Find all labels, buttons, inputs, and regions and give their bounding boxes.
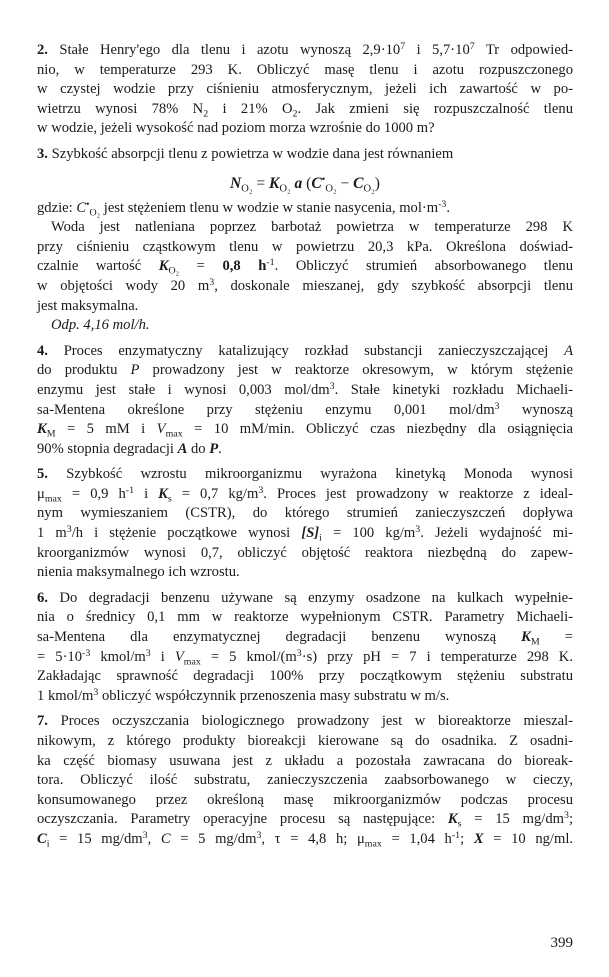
- text-run: μ: [37, 485, 45, 502]
- italic-text: C: [160, 830, 171, 847]
- text-run: . Proces jest prowadzony w reaktorze z ideal-: [263, 485, 573, 502]
- italic-text: V: [156, 421, 166, 438]
- bold-italic-symbol: P: [209, 440, 219, 457]
- text-run: nio, w temperaturze 293 K. Obliczyć masę tlenu i azotu rozpuszczonego: [37, 61, 573, 78]
- text-run: =: [539, 629, 573, 646]
- text-run: = 15 mg/dm: [461, 811, 564, 828]
- bold-text: 2.: [37, 42, 48, 58]
- text-run: jest stężeniem tlenu w wodzie w stanie nasycenia, mol·m: [100, 199, 439, 216]
- text-run: wietrzu wynosi 78% N: [37, 100, 204, 117]
- superscript: 3: [258, 484, 264, 496]
- subscript: max: [183, 656, 201, 668]
- text-line: [37, 238, 573, 258]
- subscript: max: [364, 838, 382, 850]
- text-run: gdzie:: [37, 199, 77, 216]
- text-run: = 5 mg/dm: [170, 830, 257, 847]
- text-line: [37, 465, 573, 485]
- italic-text: Odp. 4,16 mol/h.: [51, 317, 150, 334]
- text-run: Tr odpowied-: [474, 42, 573, 58]
- bold-italic-symbol: C: [37, 830, 47, 847]
- text-line: [37, 791, 573, 811]
- text-run: i 21% O: [208, 100, 293, 117]
- text-run: nia o średnicy 0,1 mm w reaktorze wypełnionym CSTR. Parametry Michaeli-: [37, 609, 573, 626]
- text-run: w wodzie, jeżeli wysokość nad poziom morza wzrośnie do 1000 m?: [37, 120, 435, 137]
- text-run: ka część biomasy usuwana jest z układu a pozostała zawracana do bioreak-: [37, 752, 573, 769]
- subscript: M: [46, 428, 56, 440]
- problem-3: [37, 145, 573, 336]
- bold-italic-symbol: C: [311, 174, 322, 192]
- problem-5: [37, 465, 573, 583]
- text-line: [37, 119, 573, 139]
- text-run: do: [187, 440, 210, 457]
- italic-text: P: [130, 362, 140, 379]
- text-run: = 1,04 h: [381, 830, 452, 847]
- text-run: Proces enzymatyczny katalizujący rozkład substancji zanieczyszczającej: [47, 342, 565, 359]
- problem-7: [37, 712, 573, 849]
- text-line: [37, 504, 573, 524]
- problem-4: [37, 342, 573, 460]
- subscript: O₂: [279, 183, 291, 195]
- subscript: O₂: [363, 183, 375, 195]
- text-run: = 0,7 kg/m: [171, 485, 259, 502]
- superscript: -3: [82, 647, 91, 659]
- text-run: kroorganizmów wynosi 0,7, obliczyć objętość reaktora niezbędną do zapew-: [37, 544, 573, 561]
- italic-text: V: [174, 648, 184, 665]
- text-run: ;: [568, 811, 573, 828]
- text-line: [37, 524, 573, 544]
- subscript: max: [44, 493, 62, 505]
- subscript: 2: [292, 108, 298, 120]
- text-run: .: [218, 440, 222, 457]
- bold-italic-symbol: K: [521, 629, 531, 646]
- text-run: . Jak zmieni się rozpuszczalność tlenu: [297, 100, 573, 117]
- text-line: [37, 752, 573, 772]
- bold-text: 6.: [37, 589, 48, 606]
- text-line: [37, 667, 573, 687]
- superscript: 3: [329, 380, 335, 392]
- superscript: 3: [415, 524, 421, 536]
- bold-italic-symbol: K: [158, 258, 169, 275]
- subscript: O₂: [168, 265, 180, 277]
- text-line: [37, 628, 573, 648]
- text-line: [37, 712, 573, 732]
- superscript: -1: [451, 830, 461, 842]
- text-line: [37, 687, 573, 707]
- text-run: = 5 kmol/(m: [200, 648, 297, 665]
- bold-italic-symbol: a: [294, 174, 303, 192]
- text-line: [37, 830, 573, 850]
- text-run: w czystej wodzie przy ciśnieniu atmosferycznym, jeżeli ich zawartość w po-: [37, 81, 573, 98]
- text-line: [37, 100, 573, 120]
- text-run: wynoszą: [499, 401, 573, 418]
- text-line: [37, 61, 573, 81]
- page-number: 399: [550, 935, 573, 951]
- bold-italic-symbol: K: [37, 421, 47, 438]
- subscript: O₂: [325, 183, 337, 195]
- text-run: konsumowanego przez określoną masę mikroorganizmów podczas procesu: [37, 791, 573, 808]
- bold-italic-symbol: K: [269, 174, 280, 192]
- bold-text: 0,8 h: [222, 258, 267, 275]
- text-line: [37, 199, 573, 219]
- superscript: -1: [125, 484, 135, 496]
- text-run: Do degradacji benzenu używane są enzymy osadzone na kulkach wypełnie-: [47, 589, 573, 606]
- superscript: 3: [563, 810, 569, 822]
- bold-italic-symbol: C: [353, 174, 364, 192]
- text-line: [37, 648, 573, 668]
- text-run: nikowym, z którego produkty bioreakcji kierowane są do osadnika. Z osadni-: [37, 733, 573, 749]
- text-run: ·s) przy pH = 7 i temperaturze 298 K.: [301, 648, 573, 665]
- italic-text: C: [76, 199, 87, 216]
- text-line: [37, 420, 573, 440]
- text-run: ,: [147, 830, 161, 847]
- text-run: Zakładając sprawność degradacji 100% przy początkowym stężeniu substratu: [37, 668, 573, 685]
- problem-6: [37, 589, 573, 707]
- bold-italic-symbol: [S]: [301, 525, 320, 542]
- text-line: [37, 381, 573, 401]
- italic-text: A: [564, 342, 573, 359]
- text-line: [37, 316, 573, 336]
- bold-italic-symbol: A: [177, 440, 188, 457]
- text-line: [37, 544, 573, 564]
- text-run: , τ = 4,8 h; μ: [261, 830, 365, 847]
- text-run: Szybkość absorpcji tlenu z powietrza w wodzie dana jest równaniem: [47, 145, 454, 162]
- bold-text: 3.: [37, 145, 48, 162]
- document-body: [37, 41, 573, 856]
- text-run: (: [302, 174, 312, 192]
- bold-italic-symbol: K: [447, 811, 458, 828]
- text-run: ): [374, 174, 380, 192]
- text-run: 1 kmol/m: [37, 687, 94, 704]
- text-run: i: [134, 485, 159, 502]
- subscript: O₂: [241, 183, 253, 195]
- subscript: i: [319, 532, 322, 544]
- text-line: [37, 485, 573, 505]
- text-run: 90% stopnia degradacji: [37, 440, 178, 457]
- superscript: 3: [296, 647, 302, 659]
- text-run: i: [150, 648, 175, 665]
- subscript: O₂: [89, 207, 101, 219]
- superscript: •: [321, 174, 326, 186]
- text-run: /h i stężenie początkowe wynosi: [71, 525, 302, 542]
- text-line: [37, 342, 573, 362]
- superscript: 3: [66, 524, 72, 536]
- text-run: = 5·10: [37, 648, 83, 665]
- text-line: [37, 771, 573, 791]
- text-line: [37, 361, 573, 381]
- text-run: do produktu: [37, 362, 131, 379]
- text-run: = 15 mg/dm: [49, 830, 143, 847]
- text-run: .: [446, 199, 451, 216]
- text-run: Stałe Henry'ego dla tlenu i azotu wynoszą 2,9·10: [47, 42, 401, 58]
- text-line: [37, 401, 573, 421]
- problem-2: [37, 41, 573, 139]
- text-run: =: [252, 174, 270, 192]
- superscript: 7: [469, 41, 475, 53]
- bold-text: 4.: [37, 342, 48, 359]
- text-run: tora. Obliczyć ilość substratu, zanieczyszczenia zaabsorbowanego w cieczy,: [37, 772, 573, 789]
- text-run: sa-Mentena określone przy stężeniu enzymu 0,001 mol/dm: [37, 401, 495, 418]
- text-line: [37, 257, 573, 277]
- bold-italic-symbol: K: [158, 485, 168, 502]
- text-run: −: [336, 174, 354, 192]
- text-run: 1 m: [37, 525, 67, 542]
- text-line: [37, 277, 573, 297]
- text-run: kmol/m: [90, 648, 146, 665]
- text-line: [37, 589, 573, 609]
- subscript: s: [167, 493, 172, 505]
- text-run: = 5 mM i: [55, 421, 157, 438]
- text-line: [37, 608, 573, 628]
- bold-italic-symbol: X: [473, 830, 484, 847]
- text-run: . Obliczyć strumień absorbowanego tlenu: [274, 258, 573, 275]
- text-run: nym wymieszaniem (CSTR), do którego strumień zanieczyszczeń dopływa: [37, 505, 573, 522]
- text-run: enzymu jest stałe i wynosi 0,003 mol/dm: [37, 381, 330, 398]
- text-line: [37, 563, 573, 583]
- superscript: -1: [266, 257, 275, 269]
- superscript: 3: [209, 276, 215, 288]
- text-run: sa-Mentena dla enzymatycznej degradacji benzenu wynoszą: [37, 629, 522, 646]
- subscript: s: [457, 818, 462, 830]
- text-run: nienia maksymalnego ich wzrostu.: [37, 564, 240, 581]
- text-line: [37, 218, 573, 238]
- subscript: max: [165, 428, 183, 440]
- text-line: [37, 41, 573, 61]
- text-run: . Stałe kinetyki rozkładu Michaeli-: [334, 381, 573, 398]
- text-run: =: [179, 258, 223, 275]
- subscript: i: [46, 838, 50, 850]
- text-run: , doskonale mieszanej, gdy szybkość absorpcji tlenu: [214, 277, 573, 294]
- text-run: = 10 mM/min. Obliczyć czas niezbędny dla osiągnięcia: [182, 421, 573, 438]
- bold-text: 7.: [37, 713, 48, 730]
- text-run: = 100 kg/m: [321, 525, 416, 542]
- text-run: . Jeżeli wydajność mi-: [420, 525, 574, 542]
- text-run: = 0,9 h: [61, 485, 126, 502]
- text-run: oczyszczania. Parametry operacyjne procesu są następujące:: [37, 811, 448, 828]
- superscript: 3: [494, 400, 500, 412]
- superscript: 3: [145, 647, 151, 659]
- bold-italic-symbol: N: [230, 174, 242, 192]
- text-run: i 5,7·10: [405, 42, 470, 58]
- superscript: 3: [93, 686, 99, 698]
- text-line: [37, 810, 573, 830]
- text-run: ;: [460, 830, 474, 847]
- text-run: prowadzony jest w reaktorze okresowym, w którym stężenie: [139, 362, 573, 379]
- text-run: Woda jest natleniana poprzez barbotaż powietrza w temperaturze 298 K: [51, 219, 573, 236]
- text-line: [37, 440, 573, 460]
- superscript: -3: [438, 198, 447, 210]
- superscript: 3: [142, 830, 148, 842]
- bold-text: 5.: [37, 466, 48, 483]
- text-run: czalnie wartość: [37, 258, 159, 275]
- subscript: 2: [203, 108, 209, 120]
- superscript: •: [86, 198, 90, 210]
- superscript: 7: [400, 41, 406, 53]
- subscript: M: [530, 636, 540, 648]
- text-run: Szybkość wzrostu mikroorganizmu wyrażona kinetyką Monoda wynosi: [47, 466, 573, 483]
- text-run: w objętości wody 20 m: [37, 277, 210, 294]
- text-line: [37, 297, 573, 317]
- text-run: Proces oczyszczania biologicznego prowadzony jest w bioreaktorze mieszal-: [47, 713, 573, 730]
- text-run: obliczyć współczynnik przenoszenia masy substratu w m/s.: [98, 687, 450, 704]
- text-line: [37, 80, 573, 100]
- superscript: 3: [256, 830, 262, 842]
- text-run: jest maksymalna.: [37, 297, 139, 314]
- text-line: [37, 732, 573, 752]
- text-run: = 10 ng/ml.: [483, 830, 574, 847]
- text-run: przy ciśnieniu cząstkowym tlenu w powietrzu 20,3 kPa. Określona doświad-: [37, 238, 573, 255]
